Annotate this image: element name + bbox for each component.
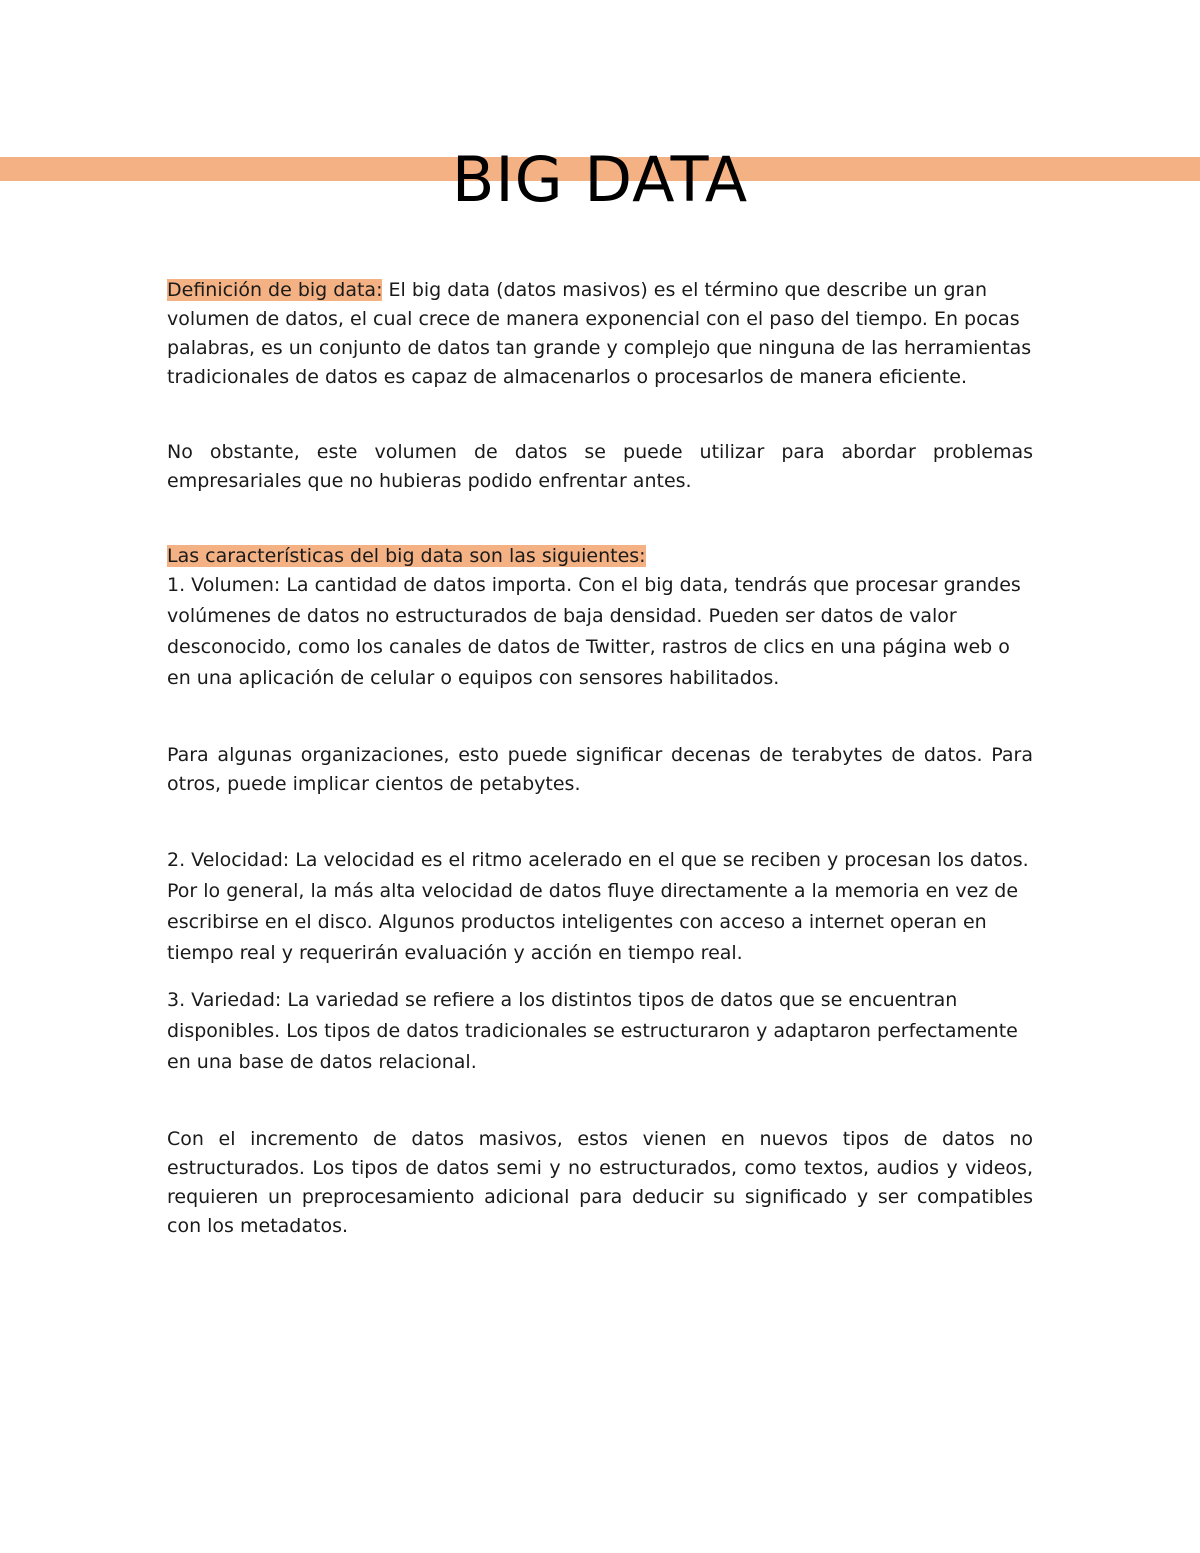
volumen-paragraph: 1. Volumen: La cantidad de datos importa. Con el big data, tendrás que procesar grandes volúmenes de datos no estructurados de baja densidad. Pueden ser datos de valor desconocido, como los canales de datos de Twitter, rastros de clics en una página web o en una aplicación de celular o equipos con sensores habilitados. bbox=[167, 574, 1021, 689]
definition-label: Definición de big data: bbox=[167, 279, 383, 301]
characteristics-heading-line bbox=[167, 542, 1033, 571]
velocidad-paragraph: 2. Velocidad: La velocidad es el ritmo acelerado en el que se reciben y procesan los datos. Por lo general, la más alta velocidad de datos fluye directamente a la memoria en vez de escribirse en el disco. Algunos productos inteligentes con acceso a internet operan en tiempo real y requerirán evaluación y acción en tiempo real. bbox=[167, 849, 1029, 964]
variedad-paragraph: 3. Variedad: La variedad se refiere a los distintos tipos de datos que se encuentran disponibles. Los tipos de datos tradicionales se estructuraron y adaptaron perfectamente en una base de datos relacional. bbox=[167, 989, 1018, 1073]
definition-paragraph bbox=[167, 276, 1033, 392]
variedad-extra-paragraph: Con el incremento de datos masivos, estos vienen en nuevos tipos de datos no estructurados. Los tipos de datos semi y no estructurados, como textos, audios y videos, requieren un preprocesamiento adicional para deducir su significado y ser compatibles con los metadatos. bbox=[167, 1128, 1033, 1237]
volumen-extra-paragraph: Para algunas organizaciones, esto puede significar decenas de terabytes de datos. Para otros, puede implicar cientos de petabytes. bbox=[167, 744, 1033, 795]
characteristics-heading: Las características del big data son las siguientes: bbox=[167, 545, 646, 567]
page-title: BIG DATA bbox=[451, 143, 749, 216]
definition-text: El big data (datos masivos) es el término que describe un gran volumen de datos, el cual crece de manera exponencial con el paso del tiempo. En pocas palabras, es un conjunto de datos tan grande y complejo que ninguna de las herramientas tradicionales de datos es capaz de almacenarlos o procesarlos de manera eficiente. bbox=[167, 279, 1032, 388]
obstante-paragraph: No obstante, este volumen de datos se puede utilizar para abordar problemas empresariales que no hubieras podido enfrentar antes. bbox=[167, 441, 1033, 492]
